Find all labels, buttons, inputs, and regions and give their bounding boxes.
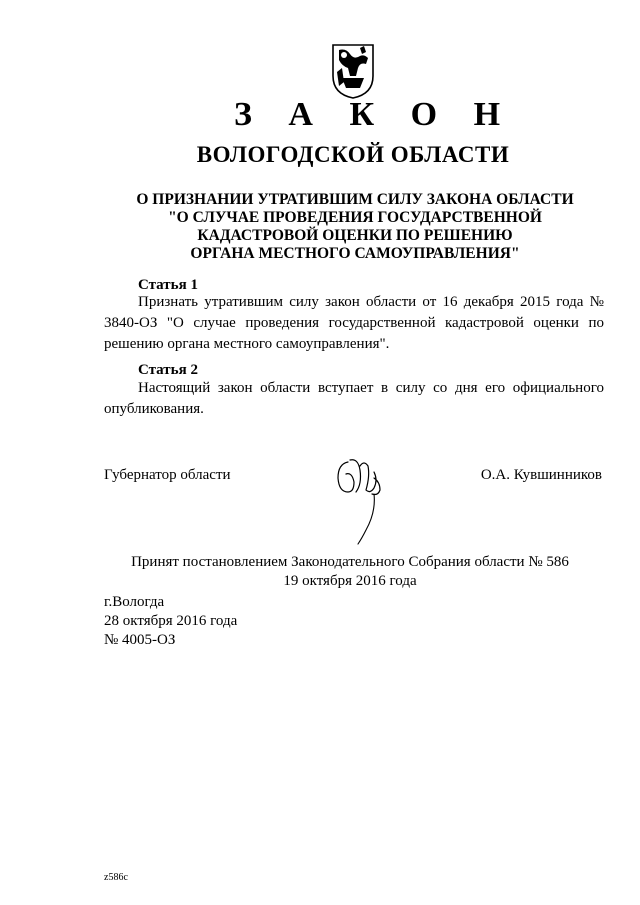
place-date-number bbox=[104, 593, 237, 650]
subject-line: "О СЛУЧАЕ ПРОВЕДЕНИЯ ГОСУДАРСТВЕННОЙ bbox=[168, 209, 542, 226]
law-subject bbox=[120, 191, 590, 263]
document-code: z586c bbox=[104, 872, 128, 883]
subject-line: КАДАСТРОВОЙ ОЦЕНКИ ПО РЕШЕНИЮ bbox=[197, 227, 513, 244]
article-2-heading: Статья 2 bbox=[138, 362, 198, 378]
law-number: № 4005-ОЗ bbox=[104, 632, 176, 648]
region-title: ВОЛОГОДСКОЙ ОБЛАСТИ bbox=[196, 142, 510, 167]
handwritten-signature bbox=[330, 452, 390, 547]
subject-line: О ПРИЗНАНИИ УТРАТИВШИМ СИЛУ ЗАКОНА ОБЛАСТИ bbox=[136, 191, 574, 208]
signing-date: 28 октября 2016 года bbox=[104, 613, 238, 629]
coat-of-arms-icon bbox=[330, 42, 376, 100]
adoption-line: Принят постановлением Законодательного Собрания области № 586 bbox=[131, 554, 569, 570]
governor-position: Губернатор области bbox=[104, 467, 231, 483]
article-1-text: Признать утратившим силу закон области от 16 декабря 2015 года № 3840-ОЗ "О случае проведения государственной кадастровой оценки по решению органа местного самоуправления". bbox=[104, 294, 604, 352]
adoption-date: 19 октября 2016 года bbox=[283, 573, 417, 589]
city: г.Вологда bbox=[104, 594, 165, 610]
subject-line: ОРГАНА МЕСТНОГО САМОУПРАВЛЕНИЯ" bbox=[190, 245, 520, 262]
law-title: З А К О Н bbox=[233, 96, 515, 133]
adoption-info bbox=[0, 553, 640, 591]
article-1-heading: Статья 1 bbox=[138, 277, 198, 293]
governor-name: О.А. Кувшинников bbox=[480, 467, 602, 483]
article-2-text: Настоящий закон области вступает в силу со дня его официального опубликования. bbox=[104, 380, 604, 417]
